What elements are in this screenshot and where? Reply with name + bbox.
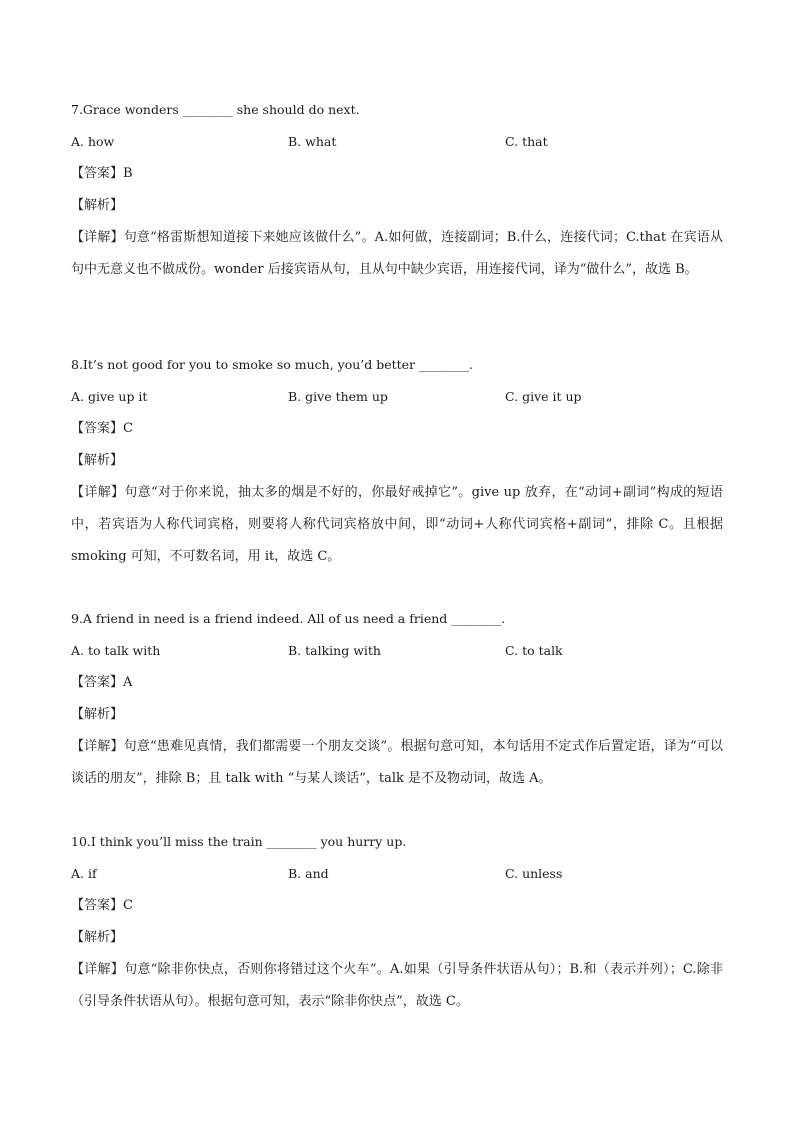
detail-tag: 【详解】 [71, 739, 124, 754]
options-row [71, 641, 731, 661]
options-row [71, 132, 731, 152]
answer-line [71, 896, 731, 916]
detail-tag: 【详解】 [71, 485, 125, 500]
answer-tag: 【答案】 [71, 898, 124, 913]
option-a: A. give up it [71, 389, 148, 404]
question-10 [71, 832, 731, 1018]
option-c: C. unless [505, 866, 563, 881]
question-stem: 10.I think you’ll miss the train ________ you hurry up. [71, 834, 407, 849]
detail-text: 句意“患难见真情，我们都需要一个朋友交谈”。根据句意可知，本句话用不定式作后置定语，译为“可以谈话的朋友”，排除 B；且 talk with “与某人谈话”，talk 是不及物动词，故选 A。 [71, 739, 723, 786]
option-c: C. give it up [505, 389, 582, 404]
answer-tag: 【答案】 [71, 675, 124, 690]
answer-line [71, 164, 731, 184]
option-b: B. what [288, 134, 337, 149]
options-row [71, 387, 731, 407]
option-c: C. to talk [505, 643, 563, 658]
answer-line [71, 419, 731, 439]
question-stem: 7.Grace wonders ________ she should do next. [71, 102, 360, 117]
detail-explanation [71, 477, 723, 573]
detail-text: 句意“对于你来说，抽太多的烟是不好的，你最好戒掉它”。give up 放弃，在“动词+副词”构成的短语中，若宾语为人称代词宾格，则要将人称代词宾格放中间，即“动词+人称代词宾格+副词”，排除 C。且根据 smoking 可知，不可数名词，用 it，故选 C。 [71, 485, 723, 564]
option-b: B. and [288, 866, 329, 881]
question-8 [71, 355, 731, 573]
answer-value: A [123, 675, 133, 690]
option-c: C. that [505, 134, 548, 149]
detail-tag: 【详解】 [71, 962, 125, 977]
option-a: A. to talk with [71, 643, 161, 658]
answer-value: C [123, 898, 133, 913]
analysis-heading [71, 196, 731, 216]
answer-tag: 【答案】 [71, 166, 124, 181]
answer-tag: 【答案】 [71, 421, 124, 436]
detail-explanation [71, 954, 723, 1018]
question-7 [71, 100, 731, 286]
options-row [71, 864, 731, 884]
question-9 [71, 609, 731, 795]
option-a: A. if [71, 866, 97, 881]
analysis-tag: 【解析】 [71, 198, 124, 213]
detail-explanation [71, 222, 723, 286]
detail-text: 句意“格雷斯想知道接下来她应该做什么”。A.如何做，连接副词；B.什么，连接代词；C.that 在宾语从句中无意义也不做成份。wonder 后接宾语从句，且从句中缺少宾语，用连接代词，译为“做什么”，故选 B。 [71, 230, 723, 277]
answer-value: B [123, 166, 133, 181]
answer-value: C [123, 421, 133, 436]
question-stem: 9.A friend in need is a friend indeed. All of us need a friend ________. [71, 611, 506, 626]
detail-text: 句意“除非你快点，否则你将错过这个火车”。A.如果（引导条件状语从句）；B.和（表示并列）；C.除非（引导条件状语从句）。根据句意可知，表示“除非你快点”，故选 C。 [71, 962, 723, 1009]
answer-line [71, 673, 731, 693]
detail-explanation [71, 731, 723, 795]
analysis-heading [71, 705, 731, 725]
option-b: B. talking with [288, 643, 381, 658]
analysis-heading [71, 451, 731, 471]
analysis-heading [71, 928, 731, 948]
option-b: B. give them up [288, 389, 388, 404]
option-a: A. how [71, 134, 115, 149]
analysis-tag: 【解析】 [71, 930, 124, 945]
analysis-tag: 【解析】 [71, 453, 124, 468]
detail-tag: 【详解】 [71, 230, 124, 245]
analysis-tag: 【解析】 [71, 707, 124, 722]
question-stem: 8.It’s not good for you to smoke so much, you’d better ________. [71, 357, 473, 372]
